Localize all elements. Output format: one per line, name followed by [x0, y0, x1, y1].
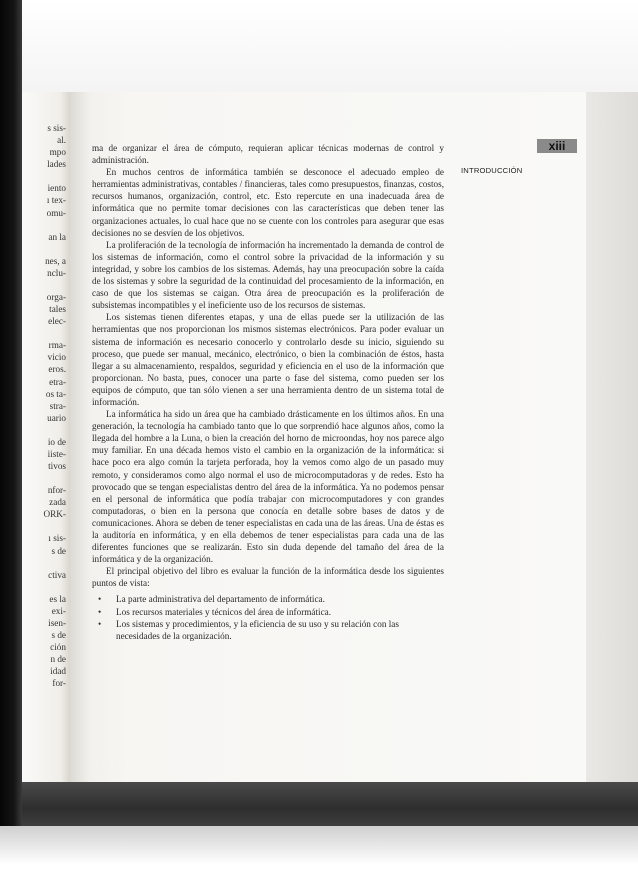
left-page-fragment: mpo [49, 147, 66, 158]
list-item [92, 593, 444, 605]
left-page-fragment: iiste- [47, 448, 66, 459]
left-page-fragment: stra- [49, 400, 66, 411]
paragraph: La informática ha sido un área que ha cambiado drásticamente en los últimos años. En una generación, la tecnología ha cambiado tanto que lo que sorprendió hace algunos años, como la llegada del hombre a la Luna, o bien la creación del horno de microondas, hoy nos parece algo muy familiar. En una década hemos visto el cambio en la organización de la informática: si hace poco era algo común la tarjeta perforada, hoy la vemos como algo de un pasado muy remoto, y consideramos como algo normal el uso de microcomputadoras y de redes. Esto ha provocado que se tengan especialistas dentro del área de la informática. Ya no podemos pensar en el personal de informática que podía trabajar con microcomputadores y con grandes computadoras, o bien en la persona que conocía en detalle sobre bases de datos y de comunicaciones. Ahora se deben de tener especialistas en cada una de las áreas. Una de éstas es la auditoría en informática, y en ella debemos de tener especialistas para cada una de las diferentes funciones que se realizarán. Esto sin duda depende del tamaño del área de la informática y de la organización. [92, 409, 444, 565]
left-page-fragment: tivos [48, 461, 66, 472]
left-page-fragment: ción [50, 642, 66, 653]
paragraph: En muchos centros de informática también se desconoce el adecuado empleo de herramientas administrativas, contables / financieras, tales como presupuestos, finanzas, costos, recursos humanos, organización, control, etc. Esto repercute en una inadecuada área de informática que no permite tomar decisiones con las características que deben tener las organizaciones actuales, lo cual hace que no se cuente con los controles para asegurar que esas decisiones no se desvíen de los objetivos. [92, 167, 444, 238]
left-page-gap [44, 243, 66, 255]
paragraph: Los sistemas tienen diferentes etapas, y una de ellas puede ser la utilización de las herramientas que nos proporcionan los mismos sistemas electrónicos. Para poder evaluar un sistema de información es necesario conocerlo y controlarlo desde su inicio, siguiendo su proceso, que puede ser manual, mecánico, electrónico, o bien la combinación de éstos, hasta llegar a su almacenamiento, respaldos, seguridad y eficiencia en el uso de la información que proporcionan. No basta, pues, conocer una parte o fase del sistema, como pueden ser los equipos de cómputo, que tan sólo vienen a ser una herramienta dentro de un sistema total de información. [92, 312, 444, 407]
left-page-fragment: orga- [46, 291, 66, 302]
left-page-fragment: for- [52, 678, 66, 689]
left-page-gap [44, 472, 66, 484]
list-item [92, 606, 444, 618]
list-item-text: Los sistemas y procedimientos, y la eficiencia de su uso y su relación con las necesidades de la organización. [116, 618, 399, 641]
left-page-fragment: exi- [51, 605, 66, 616]
left-page-fragment: elec- [48, 316, 66, 327]
left-page-fragment: isen- [48, 617, 66, 628]
left-page-fragment: nclu- [47, 267, 66, 278]
left-page-fragment: vicio [47, 352, 66, 363]
left-page-gap [44, 581, 66, 593]
left-page-fragment: idad [50, 666, 66, 677]
left-page-fragment: es la [49, 593, 66, 604]
left-page-fragment: ı sis- [48, 533, 66, 544]
left-page-fragment: os ta- [45, 388, 66, 399]
book-binding-shadow [0, 0, 22, 881]
left-page-text-fragments [44, 122, 66, 689]
left-page-fragment: n de [50, 654, 66, 665]
left-page-fragment: io de [47, 436, 66, 447]
left-page-gap [44, 520, 66, 532]
left-page-fragment: an la [48, 231, 66, 242]
objectives-list [92, 593, 444, 641]
paragraph: ma de organizar el área de cómputo, requieran aplicar técnicas modernas de control y administración. [92, 143, 444, 166]
left-page-fragment: ORK- [43, 509, 66, 520]
running-header-section: INTRODUCCIÓN [461, 166, 523, 175]
list-item-text: La parte administrativa del departamento de informática. [116, 594, 325, 605]
left-page-gap [44, 279, 66, 291]
page-number: xiii [537, 139, 577, 153]
left-page-gap [44, 424, 66, 436]
body-text [92, 142, 444, 642]
list-item [92, 618, 444, 642]
left-page-gap [44, 219, 66, 231]
left-page-fragment: rma- [48, 340, 66, 351]
page-bottom-shadow [22, 782, 638, 826]
left-page-gap [44, 327, 66, 339]
left-page-fragment: ctiva [48, 569, 66, 580]
left-page-fragment: tales [49, 304, 66, 315]
left-page-fragment: uario [47, 412, 66, 423]
left-page-fragment: nfor- [47, 485, 66, 496]
left-page-fragment: zada [49, 497, 66, 508]
list-item-text: Los recursos materiales y técnicos del área de informática. [116, 606, 332, 617]
scanner-background [0, 826, 638, 881]
paragraph: La proliferación de la tecnología de información ha incrementado la demanda de control de los sistemas de información, como el control sobre la privacidad de la información y su integridad, y sobre los cambios de los sistemas. Además, hay una preocupación sobre la caída de los sistemas y sobre la seguridad de la continuidad del procesamiento de la información, en caso de que los sistemas se caigan. Otra área de preocupación es la proliferación de subsistemas incompatibles y el ineficiente uso de los recursos de sistemas. [92, 239, 444, 311]
left-page-edge [22, 92, 70, 782]
left-page-fragment: etra- [49, 376, 66, 387]
left-page-gap [44, 557, 66, 569]
left-page-fragment: s de [51, 545, 66, 556]
bullet-icon: • [98, 606, 102, 617]
paragraph: El principal objetivo del libro es evaluar la función de la informática desde los siguientes puntos de vista: [92, 566, 444, 589]
left-page-fragment: iento [47, 183, 66, 194]
left-page-fragment: s sis- [47, 123, 66, 133]
bullet-icon: • [98, 594, 102, 605]
left-page-fragment: omu- [46, 207, 66, 218]
left-page-gap [44, 170, 66, 182]
page-outer-margin [586, 92, 638, 782]
top-background [22, 0, 638, 92]
left-page-fragment: s de [51, 630, 66, 640]
left-page-fragment: lades [47, 159, 66, 170]
left-page-fragment: eros. [48, 364, 66, 375]
left-page-fragment: al. [57, 135, 66, 146]
left-page-fragment: nes, a [45, 255, 66, 266]
bullet-icon: • [98, 618, 102, 629]
left-page-fragment: ı tex- [46, 195, 66, 206]
